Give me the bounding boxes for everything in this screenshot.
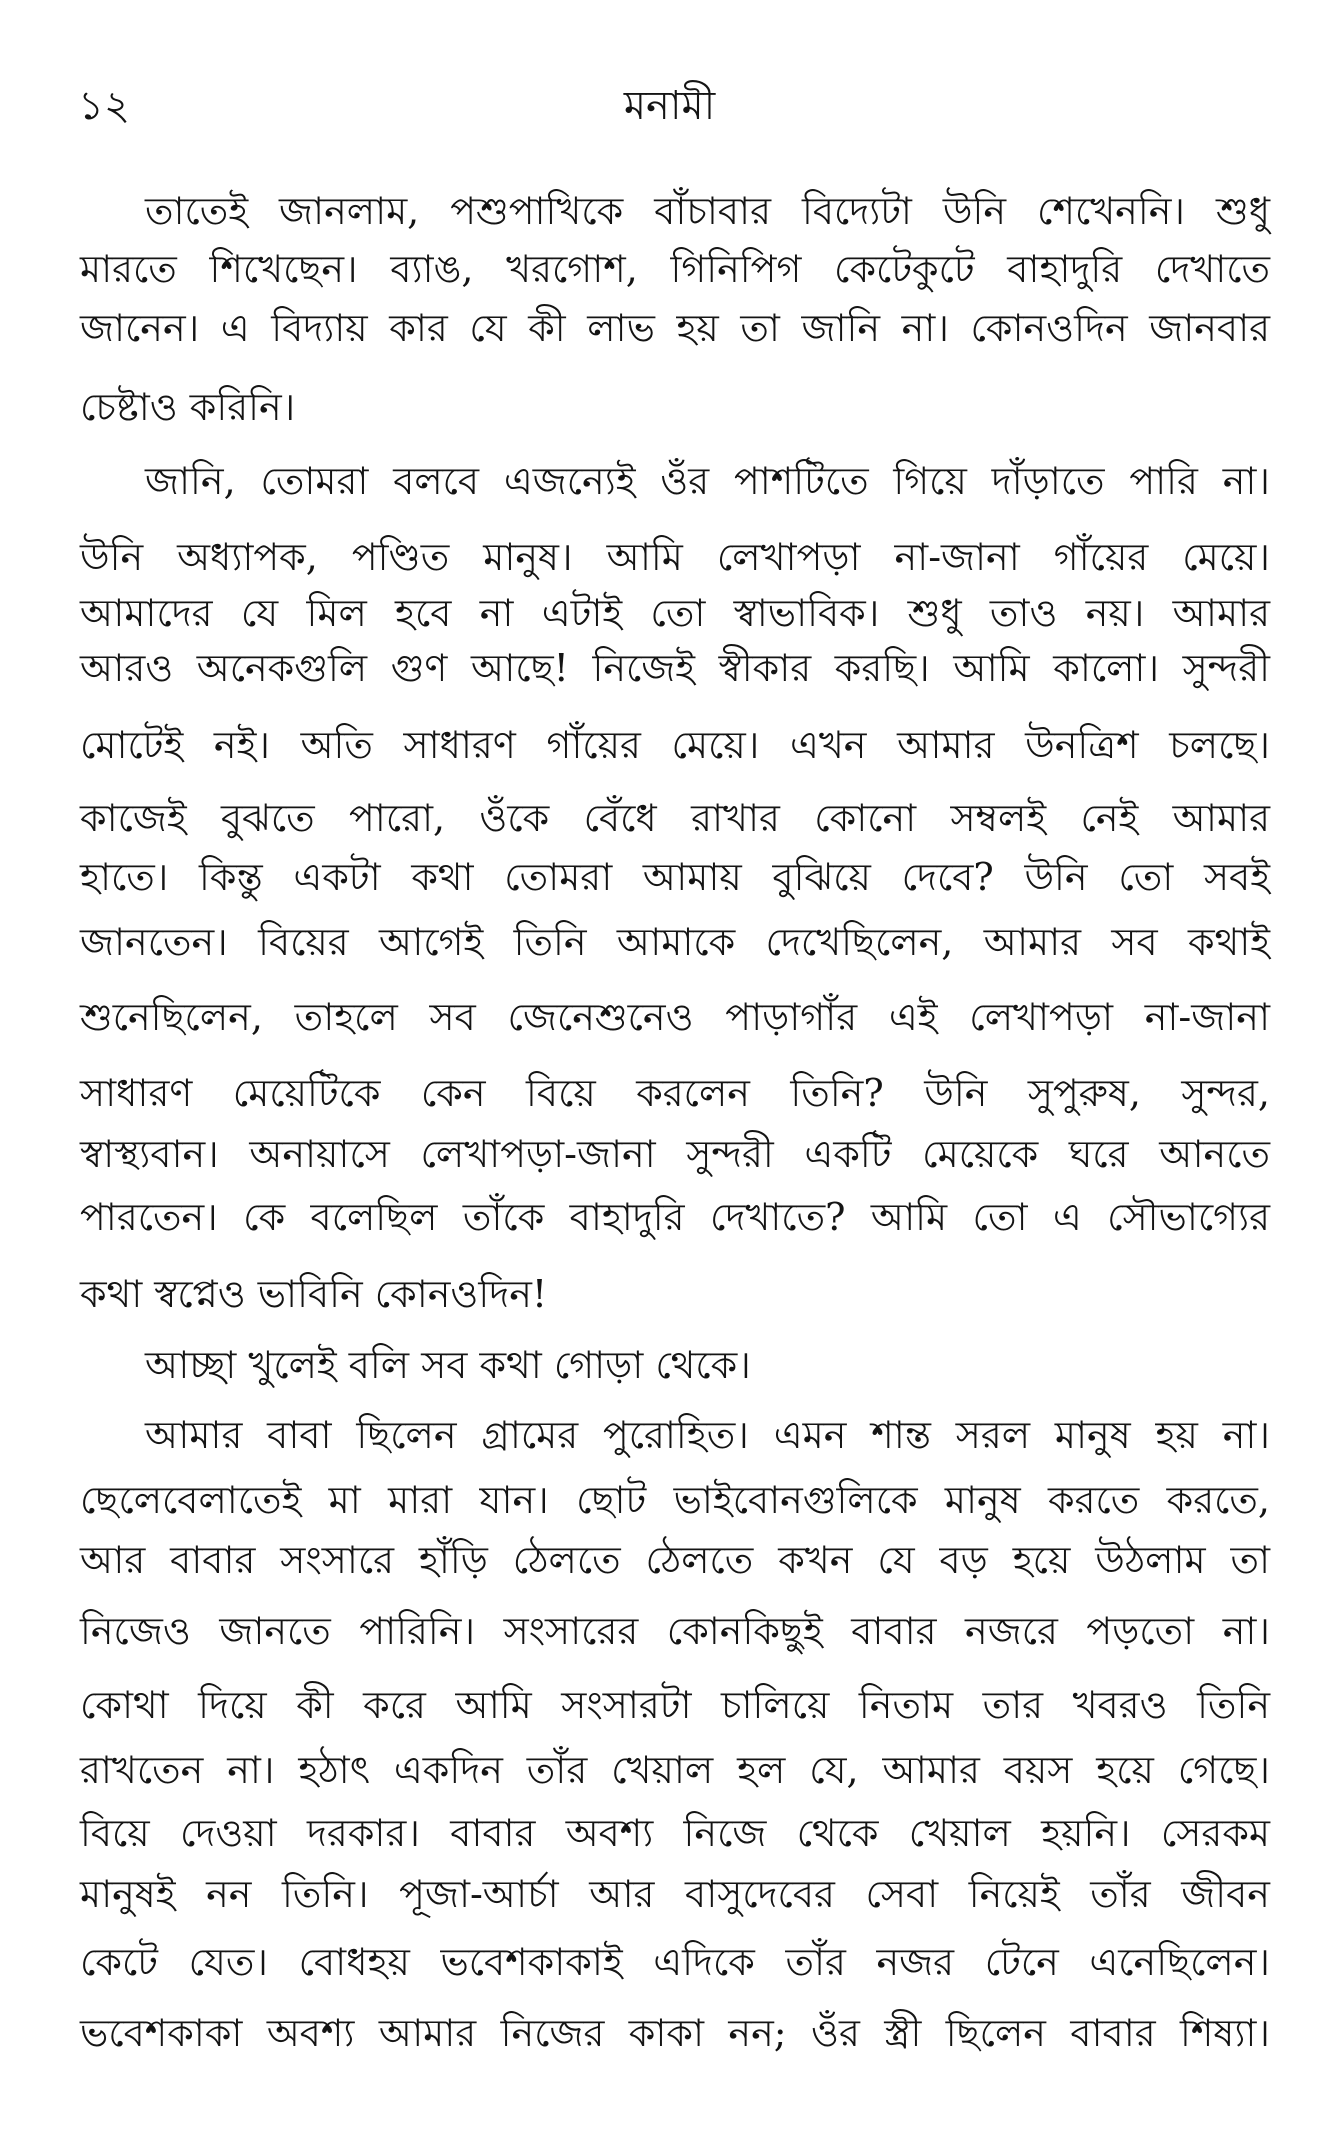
text-line: ছেলেবেলাতেই মা মারা যান। ছোট ভাইবোনগুলিকে মানুষ করতে করতে, bbox=[80, 1478, 1270, 1522]
text-line: হাতে। কিন্তু একটা কথা তোমরা আমায় বুঝিয়ে দেবে? উনি তো সবই bbox=[80, 855, 1270, 899]
text-line: স্বাস্থ্যবান। অনায়াসে লেখাপড়া-জানা সুন্দরী একটি মেয়েকে ঘরে আনতে bbox=[80, 1132, 1270, 1176]
text-line: শুনেছিলেন, তাহলে সব জেনেশুনেও পাড়াগাঁর এই লেখাপড়া না-জানা bbox=[80, 995, 1270, 1039]
running-title: মনামী bbox=[623, 83, 716, 129]
text-line: আচ্ছা খুলেই বলি সব কথা গোড়া থেকে। bbox=[145, 1343, 751, 1387]
text-line: ভবেশকাকা অবশ্য আমার নিজের কাকা নন; ওঁর স্ত্রী ছিলেন বাবার শিষ্যা। bbox=[80, 2011, 1270, 2055]
text-line: চেষ্টাও করিনি। bbox=[80, 385, 296, 429]
text-line: নিজেও জানতে পারিনি। সংসারের কোনকিছুই বাবার নজরে পড়তো না। bbox=[80, 1609, 1270, 1653]
text-line: বিয়ে দেওয়া দরকার। বাবার অবশ্য নিজে থেকে খেয়াল হয়নি। সেরকম bbox=[80, 1811, 1270, 1855]
text-line: কেটে যেত। বোধহয় ভবেশকাকাই এদিকে তাঁর নজর টেনে এনেছিলেন। bbox=[80, 1940, 1270, 1984]
text-line: মারতে শিখেছেন। ব্যাঙ, খরগোশ, গিনিপিগ কেটেকুটে বাহাদুরি দেখাতে bbox=[80, 247, 1270, 291]
text-line: জানি, তোমরা বলবে এজন্যেই ওঁর পাশটিতে গিয়ে দাঁড়াতে পারি না। bbox=[145, 459, 1270, 503]
text-line: মোটেই নই। অতি সাধারণ গাঁয়ের মেয়ে। এখন আমার উনত্রিশ চলছে। bbox=[80, 723, 1270, 767]
text-line: আমাদের যে মিল হবে না এটাই তো স্বাভাবিক। শুধু তাও নয়। আমার bbox=[80, 591, 1270, 635]
text-line: আরও অনেকগুলি গুণ আছে! নিজেই স্বীকার করছি। আমি কালো। সুন্দরী bbox=[80, 646, 1270, 690]
text-line: কথা স্বপ্নেও ভাবিনি কোনওদিন! bbox=[80, 1272, 548, 1316]
text-line: মানুষই নন তিনি। পূজা-আর্চা আর বাসুদেবের সেবা নিয়েই তাঁর জীবন bbox=[80, 1872, 1270, 1916]
text-line: জানেন। এ বিদ্যায় কার যে কী লাভ হয় তা জানি না। কোনওদিন জানবার bbox=[80, 306, 1270, 350]
text-line: তাতেই জানলাম, পশুপাখিকে বাঁচাবার বিদ্যেটা উনি শেখেননি। শুধু bbox=[145, 189, 1270, 233]
page-number: ১২ bbox=[78, 83, 130, 129]
text-line: সাধারণ মেয়েটিকে কেন বিয়ে করলেন তিনি? উনি সুপুরুষ, সুন্দর, bbox=[80, 1071, 1270, 1115]
text-line: রাখতেন না। হঠাৎ একদিন তাঁর খেয়াল হল যে, আমার বয়স হয়ে গেছে। bbox=[80, 1748, 1270, 1792]
text-line: কোথা দিয়ে কী করে আমি সংসারটা চালিয়ে নিতাম তার খবরও তিনি bbox=[80, 1683, 1270, 1727]
text-line: কাজেই বুঝতে পারো, ওঁকে বেঁধে রাখার কোনো সম্বলই নেই আমার bbox=[80, 796, 1270, 840]
text-line: উনি অধ্যাপক, পণ্ডিত মানুষ। আমি লেখাপড়া না-জানা গাঁয়ের মেয়ে। bbox=[80, 535, 1270, 579]
text-line: জানতেন। বিয়ের আগেই তিনি আমাকে দেখেছিলেন, আমার সব কথাই bbox=[80, 920, 1270, 964]
text-line: আর বাবার সংসারে হাঁড়ি ঠেলতে ঠেলতে কখন যে বড় হয়ে উঠলাম তা bbox=[80, 1538, 1270, 1582]
text-line: পারতেন। কে বলেছিল তাঁকে বাহাদুরি দেখাতে? আমি তো এ সৌভাগ্যের bbox=[80, 1195, 1270, 1239]
text-line: আমার বাবা ছিলেন গ্রামের পুরোহিত। এমন শান্ত সরল মানুষ হয় না। bbox=[145, 1413, 1270, 1457]
